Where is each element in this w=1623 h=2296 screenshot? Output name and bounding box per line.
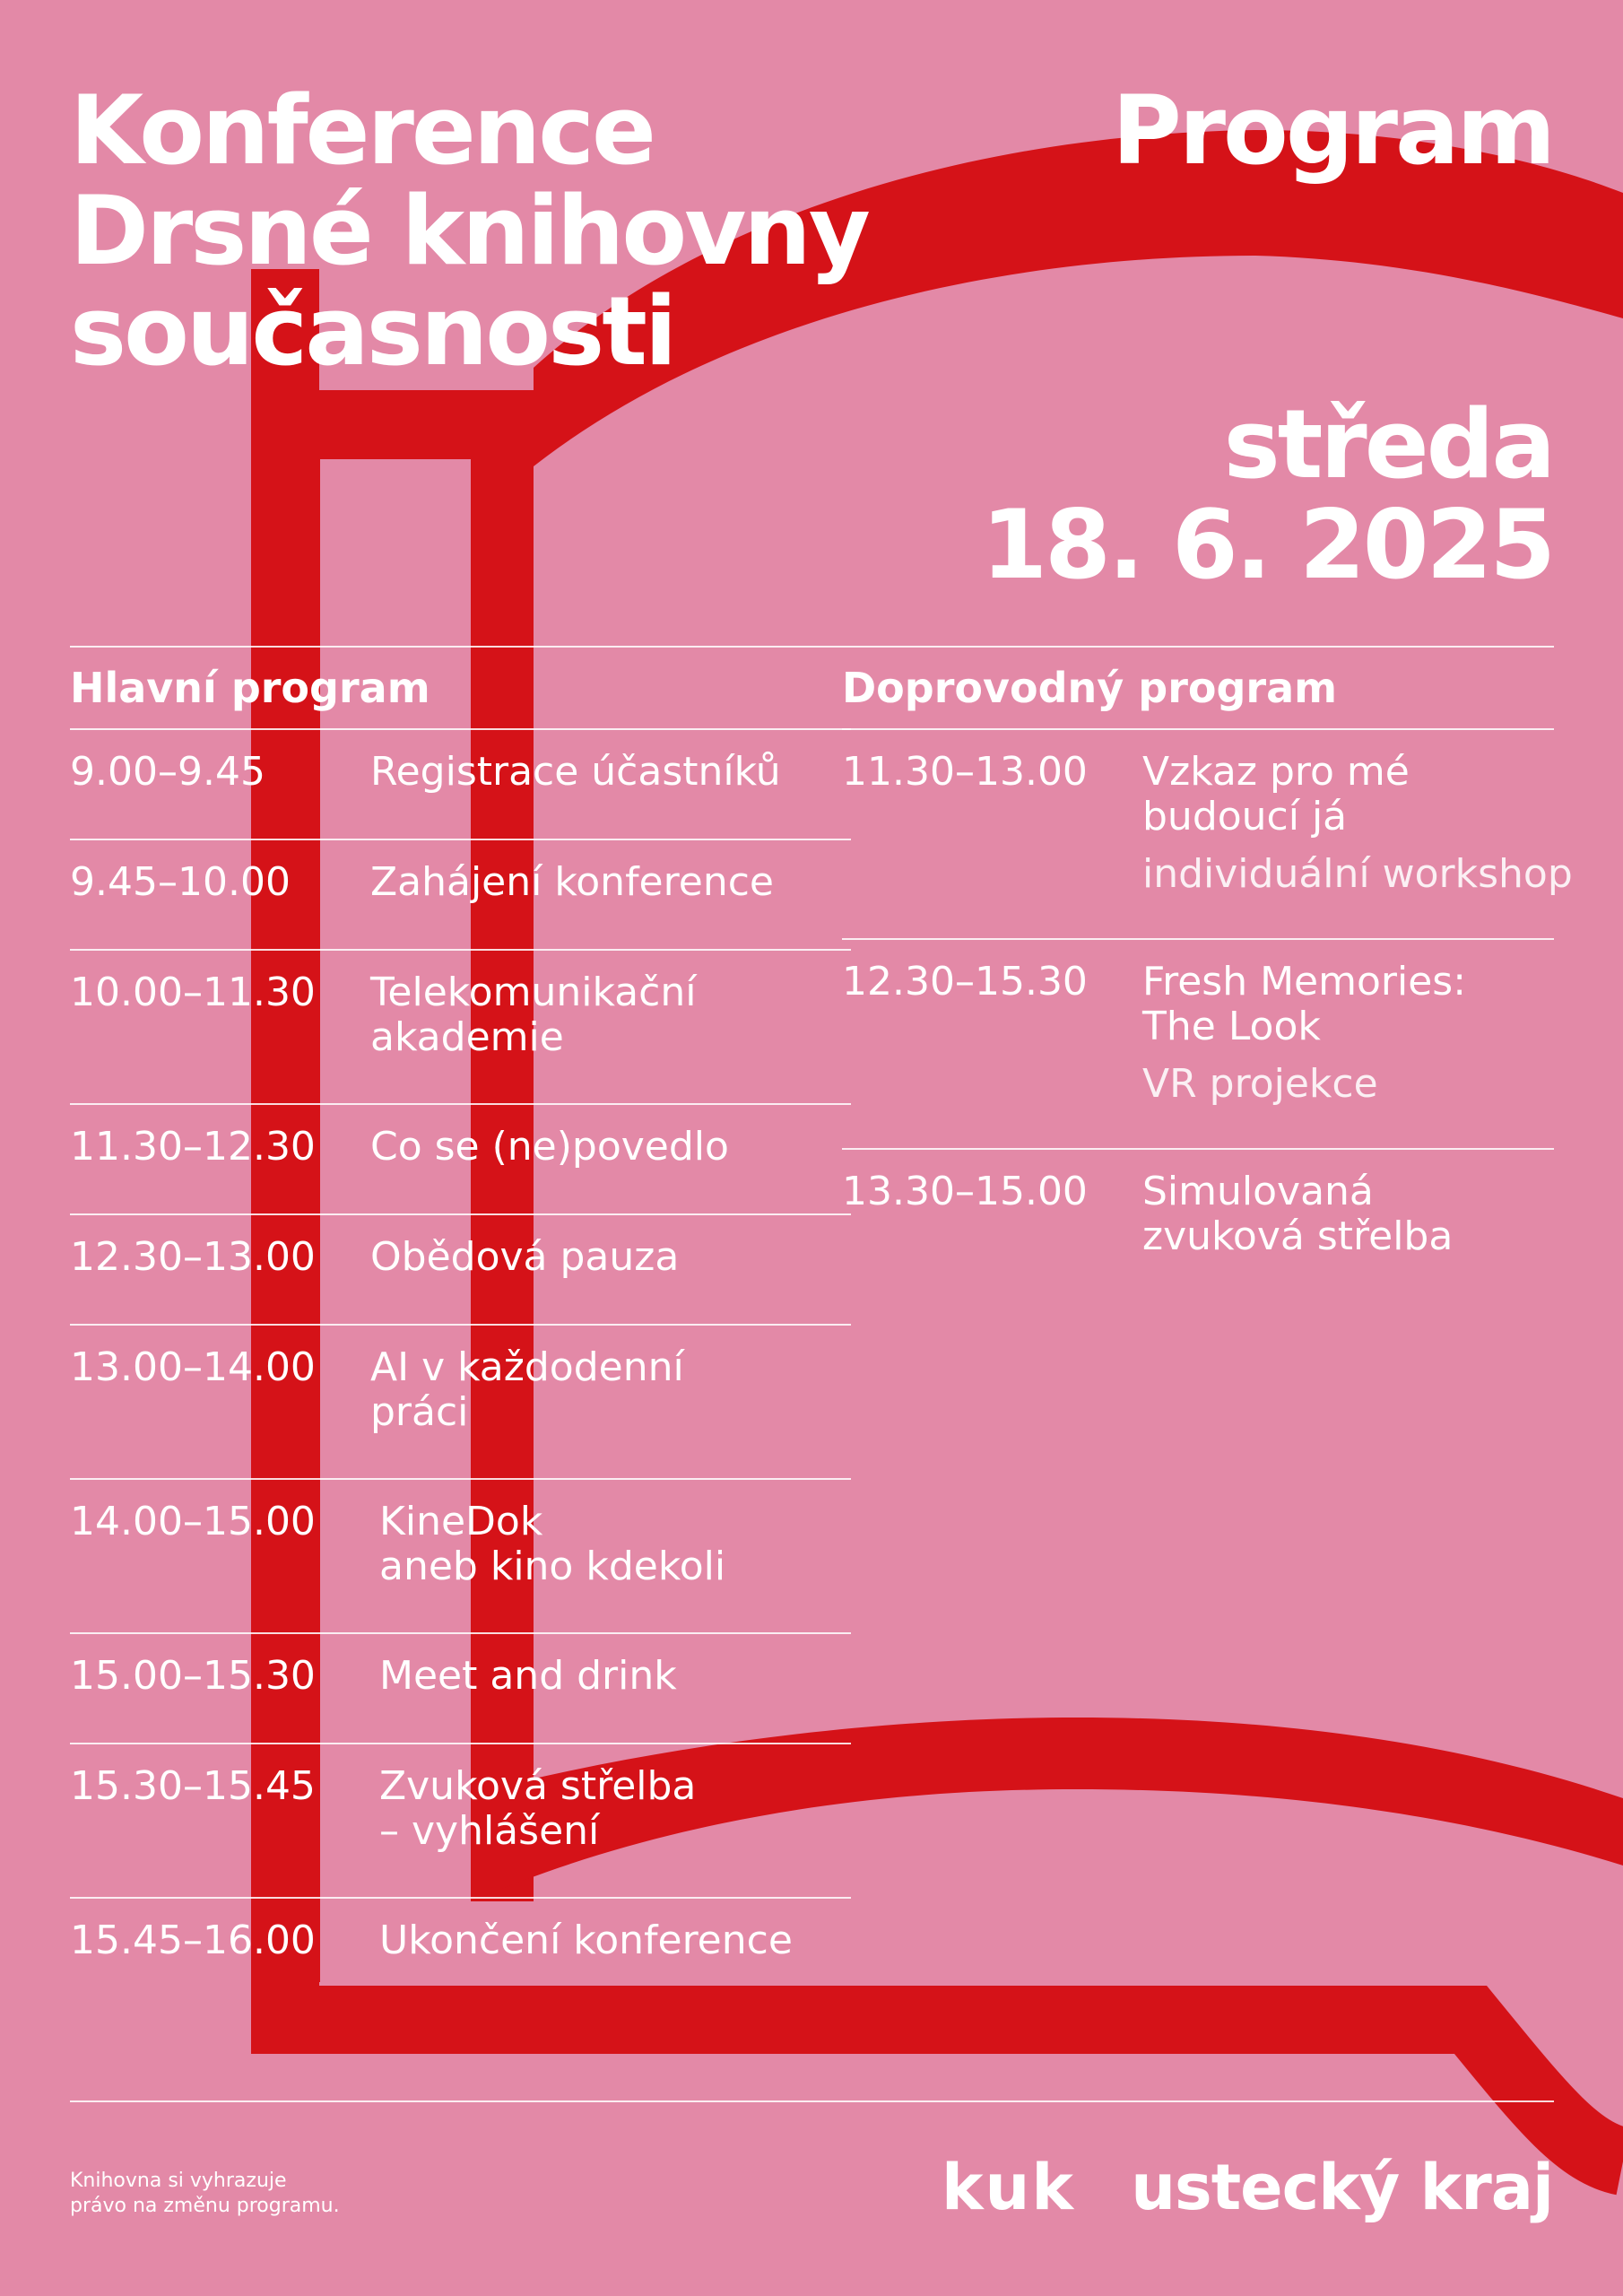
event-line: akademie bbox=[370, 1014, 564, 1060]
side-program-heading: Doprovodný program bbox=[842, 648, 1554, 730]
event-title bbox=[370, 970, 696, 1060]
event-title bbox=[370, 1235, 679, 1280]
side-program-column bbox=[842, 648, 1573, 1302]
time-slot: 9.45–10.00 bbox=[70, 859, 291, 905]
schedule-row bbox=[70, 840, 851, 951]
time-slot: 15.00–15.30 bbox=[70, 1653, 316, 1699]
date: 18. 6. 2025 bbox=[981, 490, 1553, 600]
event-line: Registrace účastníků bbox=[370, 749, 781, 795]
title-line: Konference bbox=[70, 75, 654, 186]
footer-divider bbox=[70, 2100, 1554, 2102]
time-slot: 14.00–15.00 bbox=[70, 1499, 316, 1544]
event-line: Zvuková střelba bbox=[379, 1763, 697, 1809]
schedule-row bbox=[70, 1899, 851, 2007]
time-slot: 9.00–9.45 bbox=[70, 749, 265, 795]
event-line: budoucí já bbox=[1142, 794, 1348, 839]
event-line: zvuková střelba bbox=[1142, 1213, 1454, 1259]
note-line: právo na změnu programu. bbox=[70, 2195, 340, 2217]
event-line: Simulovaná bbox=[1142, 1169, 1374, 1214]
note-line: Knihovna si vyhrazuje bbox=[70, 2170, 287, 2192]
schedule-row bbox=[70, 1480, 851, 1634]
event-line: Fresh Memories: bbox=[1142, 959, 1467, 1004]
time-slot: 12.30–15.30 bbox=[842, 959, 1088, 1004]
event-line: The Look bbox=[1142, 1004, 1321, 1049]
event-subtitle: individuální workshop bbox=[1142, 851, 1573, 897]
event-title bbox=[1142, 750, 1573, 897]
event-title bbox=[370, 1345, 684, 1435]
schedule-row bbox=[842, 940, 1554, 1150]
event-line: Co se (ne)povedlo bbox=[370, 1124, 729, 1170]
schedule-row bbox=[70, 1326, 851, 1480]
event-line: Ukončení konference bbox=[379, 1918, 793, 1963]
schedule-row bbox=[70, 951, 851, 1105]
event-subtitle: VR projekce bbox=[1142, 1061, 1378, 1107]
time-slot: 15.30–15.45 bbox=[70, 1763, 316, 1809]
kuk-logo: kuk bbox=[942, 2151, 1075, 2224]
event-title bbox=[1142, 1170, 1453, 1259]
schedule-row bbox=[70, 730, 851, 840]
event-line: Meet and drink bbox=[379, 1653, 677, 1699]
schedule-row bbox=[842, 1150, 1554, 1302]
main-program-column bbox=[70, 648, 851, 2007]
event-line: Zahájení konference bbox=[370, 859, 774, 905]
program-heading: Program bbox=[1112, 75, 1553, 186]
event-line: – vyhlášení bbox=[379, 1808, 600, 1854]
event-line: KineDok bbox=[379, 1499, 543, 1544]
time-slot: 13.00–14.00 bbox=[70, 1344, 316, 1390]
conference-title bbox=[70, 75, 868, 387]
weekday: středa bbox=[1223, 389, 1553, 500]
title-line: Drsné knihovny bbox=[70, 176, 868, 286]
time-slot: 12.30–13.00 bbox=[70, 1234, 316, 1280]
event-title bbox=[379, 1654, 677, 1699]
event-line: práci bbox=[370, 1389, 469, 1435]
event-title bbox=[379, 1764, 696, 1854]
event-title bbox=[370, 750, 781, 795]
event-title bbox=[1142, 960, 1466, 1107]
time-slot: 11.30–12.30 bbox=[70, 1124, 316, 1170]
event-title bbox=[370, 1125, 729, 1170]
ustecky-kraj-logo: ustecký kraj bbox=[1131, 2151, 1553, 2224]
time-slot: 15.45–16.00 bbox=[70, 1918, 316, 1963]
schedule-row bbox=[842, 730, 1573, 940]
event-line: Vzkaz pro mé bbox=[1142, 749, 1410, 795]
event-line: Obědová pauza bbox=[370, 1234, 680, 1280]
main-program-heading: Hlavní program bbox=[70, 648, 851, 730]
event-title bbox=[379, 1918, 793, 1963]
time-slot: 10.00–11.30 bbox=[70, 970, 316, 1015]
disclaimer-note bbox=[70, 2169, 340, 2219]
event-line: aneb kino kdekoli bbox=[379, 1544, 726, 1589]
date-block bbox=[981, 389, 1553, 600]
time-slot: 13.30–15.00 bbox=[842, 1169, 1088, 1214]
schedule-row bbox=[70, 1744, 851, 1899]
schedule-row bbox=[70, 1634, 851, 1744]
event-title bbox=[370, 860, 774, 905]
event-line: Telekomunikační bbox=[370, 970, 697, 1015]
event-title bbox=[379, 1500, 725, 1589]
title-line: současnosti bbox=[70, 276, 675, 387]
schedule-row bbox=[70, 1105, 851, 1215]
time-slot: 11.30–13.00 bbox=[842, 749, 1088, 795]
schedule-row bbox=[70, 1215, 851, 1326]
event-line: AI v každodenní bbox=[370, 1344, 684, 1390]
